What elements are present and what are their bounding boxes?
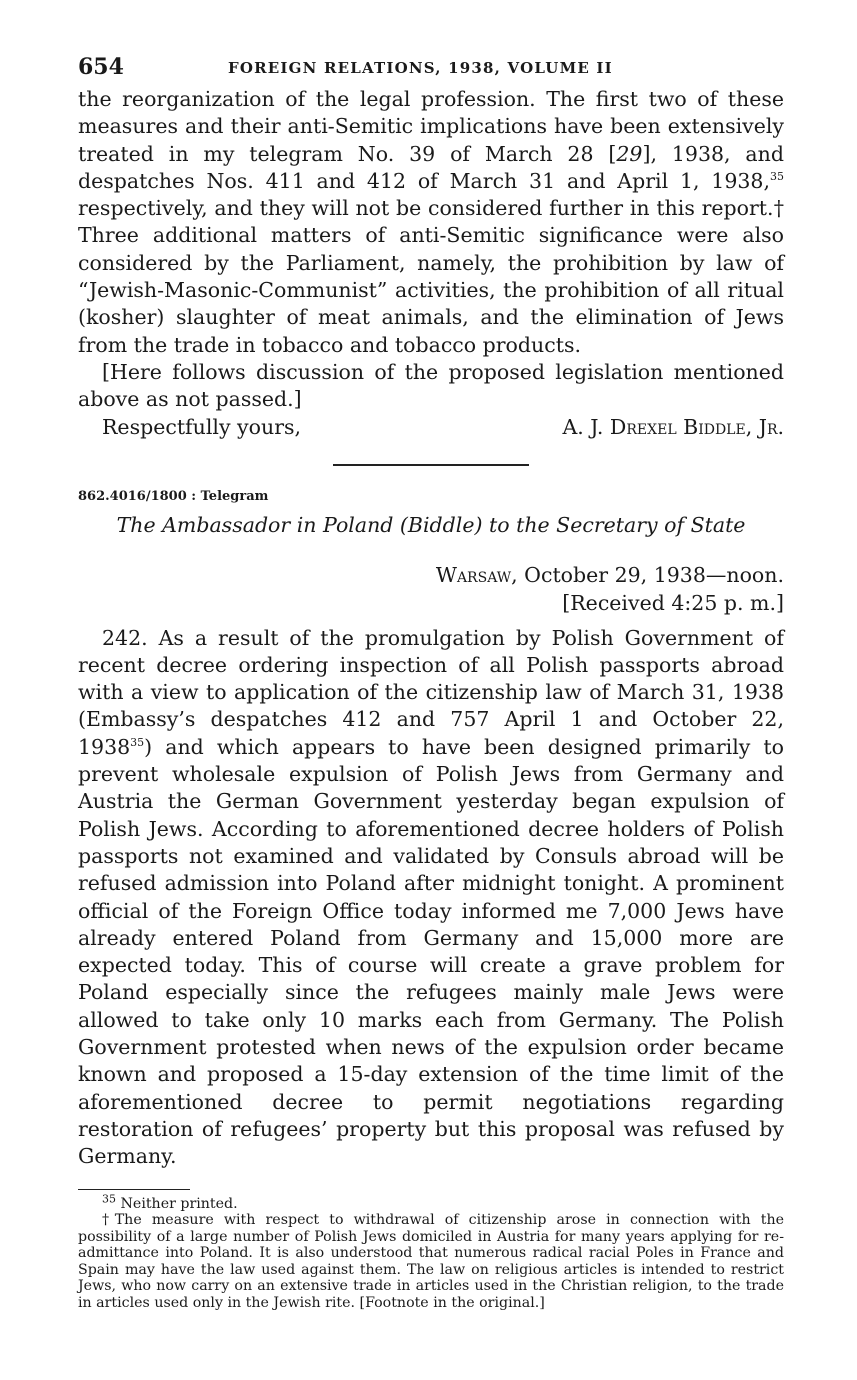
page-number: 654 [78,54,124,80]
dateline [78,561,784,589]
footnote-rule [78,1189,190,1190]
dateline-date: , October 29, 1938—noon. [511,562,784,587]
intro-text-part-1: the reorganization of the legal profession. The first two of these measures and their anti-Semitic implications have been extensively treated in my telegram No. 39 of March 28 [ [78,87,784,166]
signature: A. J. Drexel Biddle, Jr. [562,414,784,439]
file-reference: 862.4016/1800 : Telegram [78,488,269,504]
footnote-ref-35: 35 [770,170,784,184]
running-title: FOREIGN RELATIONS, 1938, VOLUME II [228,59,613,77]
closing-block [78,414,784,444]
running-header [78,52,784,86]
telegram-text-part-2: ) and which appears to have been designed primarily to prevent wholesale expulsion of Polish Jews from Germany and Austria the German Government yesterday began expulsion of Polish Jews. According to aforementioned decree holders of Polish passports not examined and validated by Consuls abroad will be refused admission into Poland after midnight tonight. A prominent official of the Foreign Office today informed me 7,000 Jews have already entered Poland from Germany and 15,000 more are expected today. This of course will create a grave problem for Poland especially since the refugees mainly male Jews were allowed to take only 10 marks each from Germany. The Polish Government protested when news of the expulsion order became known and proposed a 15-day extension of the time limit of the aforementioned decree to permit negotiations regarding restoration of refugees’ property but this proposal was refused by Germany. [78,734,784,1169]
intro-text-part-3: respectively, and they will not be considered further in this report.† Three additional matters of anti-Semitic significance were also considered by the Parliament, namely, the prohibition by law of “Jewish-Masonic-Communist” activities, the prohibition of all ritual (kosher) slaughter of meat animals, and the elimination of Jews from the trade in tobacco and tobacco products. [78,196,784,357]
footnote-ref-35: 35 [130,735,145,749]
dateline-place: Warsaw [435,562,512,587]
intro-paragraph [78,86,784,359]
received-time: [Received 4:25 p. m.] [562,590,784,615]
telegram-text-part-1: 242. As a result of the promulgation by Polish Government of recent decree ordering inspection of all Polish passports abroad with a view to application of the citizenship law of March 31, 1938 (Embassy’s despatches 412 and 757 April 1 and October 22, 1938 [78,625,784,759]
telegram-body [78,625,784,1171]
intro-text-part-2: ], 1938, and despatches Nos. 411 and 412 of March 31 and April 1, 1938, [78,141,784,193]
footnote-dagger: †The measure with respect to withdrawal of citizenship arose in connection with the possibility of a large number of Polish Jews domiciled in Austria for many years applying for re-admittance into Poland. It is also understood that numerous radical racial Poles in France and Spain may have the law used against them. The law on religious articles is intended to restrict Jews, who now carry on an extensive trade in articles used in the Christian religion, to the trade in articles used only in the Jewish rite. [Footnote in the original.] [78,1212,784,1312]
editorial-note: [Here follows discussion of the proposed legislation mentioned above as not passed.] [78,359,784,412]
complimentary-close: Respectfully yours, [102,414,302,439]
document-page [78,52,784,1312]
footnote-35-text: Neither printed. [116,1195,238,1212]
footnote-35 [78,1191,784,1213]
intro-corrected-date: 29 [616,141,643,166]
section-divider [333,464,529,466]
footnote-mark-35: 35 [102,1191,116,1205]
document-title: The Ambassador in Poland (Biddle) to the Secretary of State [116,512,746,537]
